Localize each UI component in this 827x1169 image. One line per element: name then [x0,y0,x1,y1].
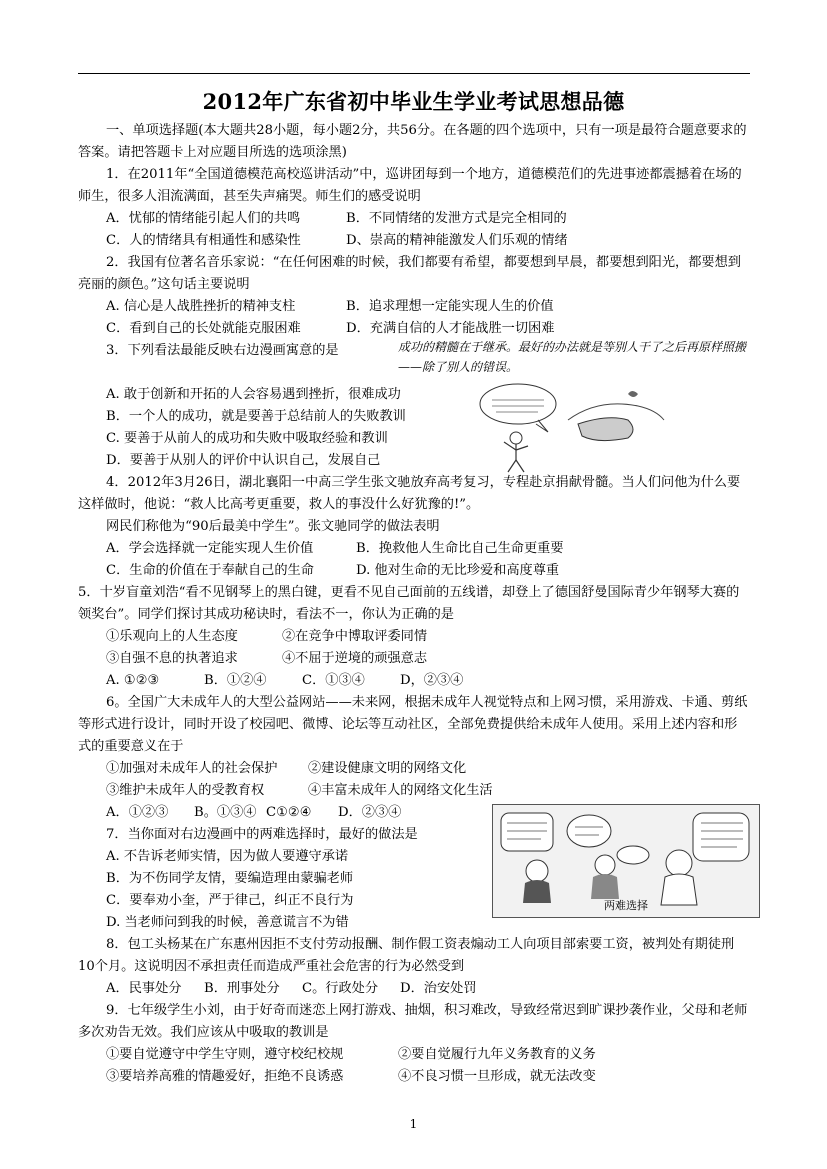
q1-options-row2 [78,230,750,252]
q1-option-c: C．人的情绪具有相通性和感染性 [106,233,301,248]
q4-option-a: A．学会选择就一定能实现人生价值 [106,541,314,556]
q5-item-4: ④不屈于逆境的顽强意志 [282,651,428,666]
q3-cartoon-caption: 成功的精髓在于继承。最好的办法就是等别人干了之后再原样照搬——除了别人的错误。 [398,340,747,374]
q8-options [78,978,750,1000]
q9-items-row2 [78,1066,750,1088]
q8-option-b: B．刑事处分 [204,981,280,996]
q3-option-a: A. 敢于创新和开拓的人会容易遇到挫折，很难成功 [106,387,401,402]
q6-option-b: B。①③④ [194,805,257,820]
header-rule [78,73,750,74]
q3-option-b: B．一个人的成功，就是要善于总结前人的失败教训 [106,409,406,424]
q1-option-a: A．忧郁的情绪能引起人们的共鸣 [106,211,301,226]
q6-item-2: ②建设健康文明的网络文化 [308,761,467,776]
q4-options-row1 [78,538,750,560]
q6-stem: 6。全国广大未成年人的大型公益网站——未来网，根据未成年人视觉特点和上网习惯，采用游戏、卡通、剪纸等形式进行设计，同时开设了校园吧、微博、论坛等互动社区，全部免费提供给未成年人使用。采用上述内容和形式的重要意义在于 [78,695,748,754]
q9-item-2: ②要自觉履行九年义务教育的义务 [398,1047,596,1062]
page-number: 1 [409,1117,418,1131]
q3-option-d: D．要善于从别人的评价中认识自己，发展自己 [106,453,381,468]
q9-items-row1 [78,1044,750,1066]
exam-body [78,120,750,1088]
q2-stem: 2．我国有位著名音乐家说：“在任何困难的时候，我们都要有希望，都要想到早晨，都要想到阳光，都要想到亮丽的颜色。”这句话主要说明 [78,255,741,292]
q7-cartoon-figure [492,804,760,918]
q4-option-d: D. 他对生命的无比珍爱和高度尊重 [356,563,560,578]
q2-option-b: B．追求理想一定能实现人生的价值 [346,299,554,314]
q8-stem: 8．包工头杨某在广东惠州因拒不支付劳动报酬、制作假工资表煽动工人向项目部索要工资，被判处有期徒刑10个月。这说明因不承担责任而造成严重社会危害的行为必然受到 [78,937,735,974]
q3-cartoon-drawing [478,380,668,476]
q6-option-d: D．②③④ [338,805,402,820]
q8-option-a: A．民事处分 [106,981,182,996]
q9-item-1: ①要自觉遵守中学生守则，遵守校纪校规 [106,1047,344,1062]
q6-option-c: C①②④ [266,805,312,820]
q8-option-d: D．治安处罚 [400,981,477,996]
q5-options [78,670,750,692]
q5-option-d: D，②③④ [400,673,464,688]
q3-cartoon-figure [478,380,668,476]
q7-stem: 7．当你面对右边漫画中的两难选择时，最好的做法是 [106,827,418,842]
q6-item-3: ③维护未成年人的受教育权 [106,783,265,798]
q5-item-1: ①乐观向上的人生态度 [106,629,238,644]
q4-option-c: C．生命的价值在于奉献自己的生命 [106,563,314,578]
q6-item-4: ④丰富未成年人的网络文化生活 [308,783,493,798]
q5-item-3: ③自强不息的执著追求 [106,651,238,666]
q4-option-b: B．挽救他人生命比自己生命更重要 [356,541,564,556]
q4-stem-continued: 网民们称他为“90后最美中学生”。张文驰同学的做法表明 [106,519,440,534]
q1-options-row1 [78,208,750,230]
q6-items-row2 [78,780,750,802]
q6-item-1: ①加强对未成年人的社会保护 [106,761,278,776]
q7-option-c: C．要奉劝小奎，严于律己，纠正不良行为 [106,893,354,908]
q5-option-b: B．①②④ [204,673,267,688]
q4-stem: 4．2012年3月26日，湖北襄阳一中高三学生张文驰放弃高考复习，专程赴京捐献骨髓。当人们问他为什么要这样做时，他说：“救人比高考更重要，救人的事没什么好犹豫的!”。 [78,475,741,512]
q6-option-a: A．①②③ [106,805,169,820]
q4-options-row2 [78,560,750,582]
q3-option-c: C. 要善于从前人的成功和失败中吸取经验和教训 [106,431,388,446]
q6-items-row1 [78,758,750,780]
q3-stem: 3．下列看法最能反映右边漫画寓意的是 [106,343,339,358]
q8-option-c: C。行政处分 [302,981,379,996]
q7-option-d: D. 当老师问到我的时候，善意谎言不为错 [106,915,349,930]
q7-option-a: A. 不告诉老师实情，因为做人要遵守承诺 [106,849,349,864]
q9-stem: 9．七年级学生小刘，由于好奇而迷恋上网打游戏、抽烟，积习难改，导致经常迟到旷课抄袭作业，父母和老师多次劝告无效。我们应该从中吸取的教训是 [78,1003,748,1040]
q2-options-row1 [78,296,750,318]
q2-option-d: D．充满自信的人才能战胜一切困难 [346,321,555,336]
q1-stem: 1．在2011年“全国道德模范高校巡讲活动”中，巡讲团每到一个地方，道德模范们的先进事迹都震撼着在场的师生，很多人泪流满面，甚至失声痛哭。师生们的感受说明 [78,167,742,204]
q7-cartoon-caption: 两难选择 [604,899,648,912]
q5-item-2: ②在竞争中博取评委同情 [282,629,428,644]
q1-option-d: D、崇高的精神能激发人们乐观的情绪 [346,233,568,248]
q9-item-4: ④不良习惯一旦形成，就无法改变 [398,1069,596,1084]
q5-stem: 5．十岁盲童刘浩“看不见钢琴上的黑白键，更看不见自己面前的五线谱，却登上了德国舒曼国际青少年钢琴大赛的领奖台”。同学们探讨其成功秘诀时，看法不一，你认为正确的是 [78,585,740,622]
q5-items-row1 [78,626,750,648]
q1-option-b: B．不同情绪的发泄方式是完全相同的 [346,211,567,226]
q5-items-row2 [78,648,750,670]
page-title: 2012年广东省初中毕业生学业考试思想品德 [202,89,625,114]
q9-item-3: ③要培养高雅的情趣爱好，拒绝不良诱惑 [106,1069,344,1084]
q5-option-c: C．①③④ [302,673,365,688]
q7-option-b: B．为不伤同学友情，要编造理由蒙骗老师 [106,871,354,886]
section-instructions: 一、单项选择题(本大题共28小题，每小题2分，共56分。在各题的四个选项中，只有一项是最符合题意要求的答案。请把答题卡上对应题目所选的选项涂黑) [78,123,747,160]
q2-option-a: A. 信心是人战胜挫折的精神支柱 [106,299,296,314]
q5-option-a: A. ①②③ [106,673,160,688]
q2-option-c: C．看到自己的长处就能克服困难 [106,321,301,336]
